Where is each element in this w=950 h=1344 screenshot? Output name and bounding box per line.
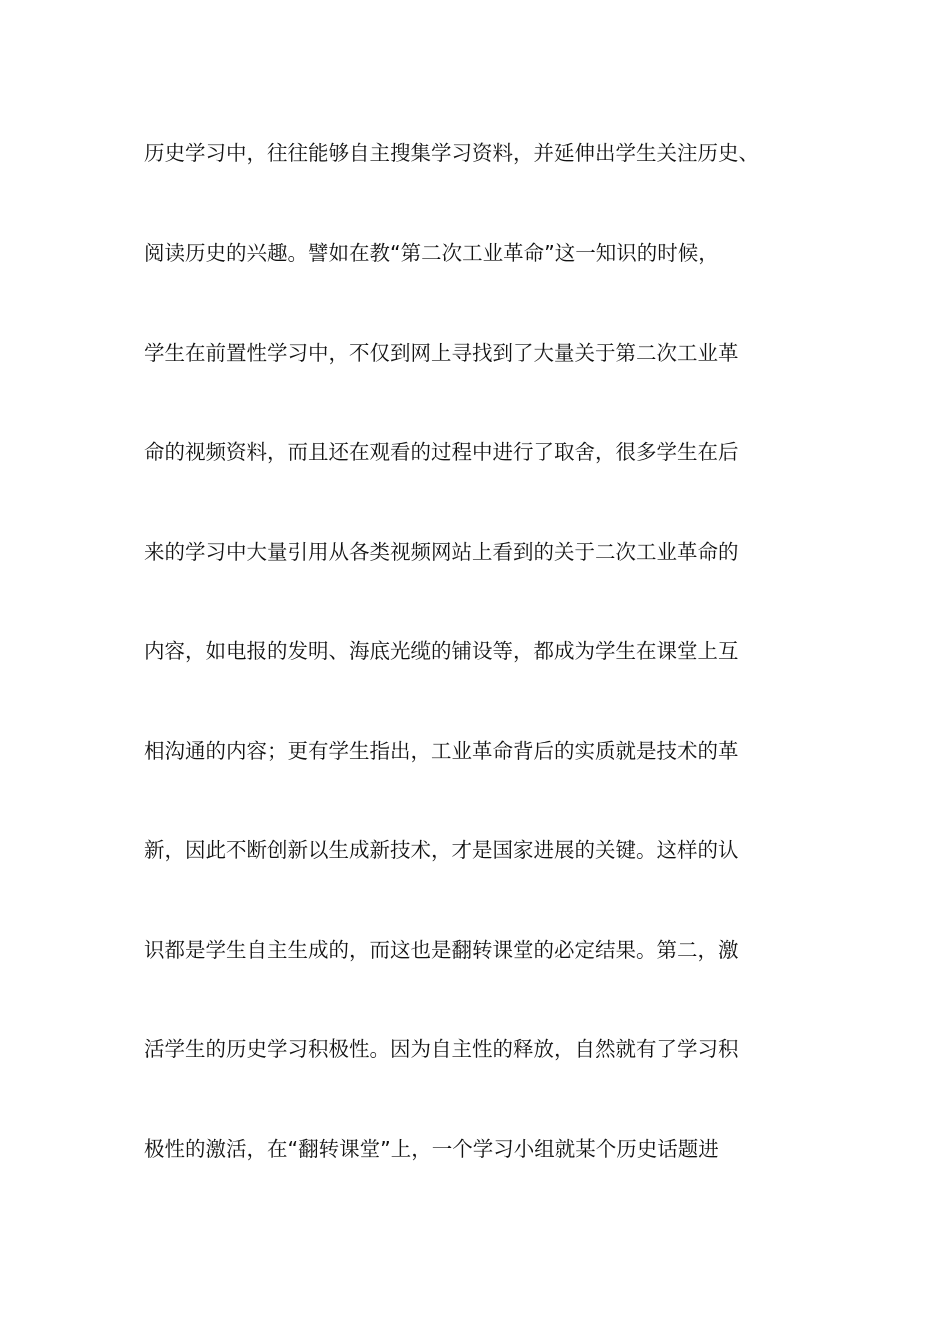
body-text-line: 命的视频资料，而且还在观看的过程中进行了取舍，很多学生在后	[144, 440, 739, 464]
body-text-line: 来的学习中大量引用从各类视频网站上看到的关于二次工业革命的	[144, 540, 739, 564]
body-text-line: 相沟通的内容；更有学生指出，工业革命背后的实质就是技术的革	[144, 739, 739, 763]
body-text-line: 新，因此不断创新以生成新技术，才是国家进展的关键。这样的认	[144, 838, 739, 862]
body-text-line: 阅读历史的兴趣。譬如在教“第二次工业革命”这一知识的时候，	[144, 241, 719, 265]
body-text-line: 极性的激活，在“翻转课堂”上，一个学习小组就某个历史话题进	[144, 1137, 719, 1161]
body-text-line: 活学生的历史学习积极性。因为自主性的释放，自然就有了学习积	[144, 1037, 739, 1061]
body-text-line: 学生在前置性学习中，不仅到网上寻找到了大量关于第二次工业革	[144, 341, 739, 365]
body-text-line: 内容，如电报的发明、海底光缆的铺设等，都成为学生在课堂上互	[144, 639, 739, 663]
body-text-line: 识都是学生自主生成的，而这也是翻转课堂的必定结果。第二，激	[144, 938, 739, 962]
body-text-line: 历史学习中，往往能够自主搜集学习资料，并延伸出学生关注历史、	[144, 141, 759, 165]
